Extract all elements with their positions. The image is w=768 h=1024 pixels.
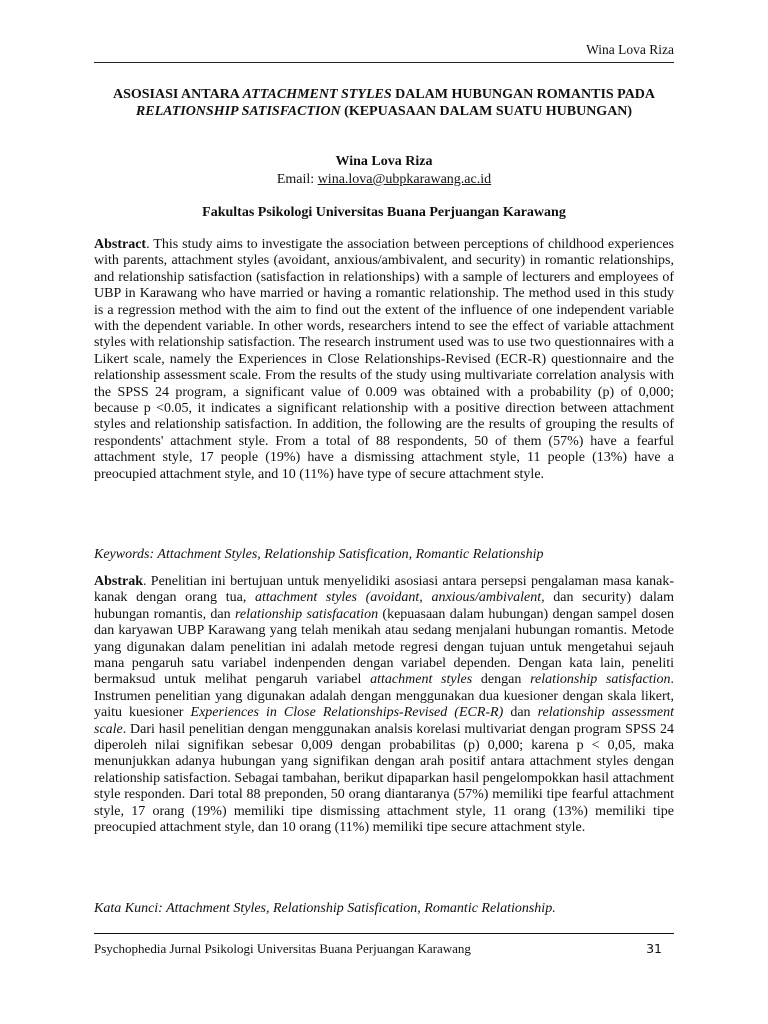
keywords: Keywords: Attachment Styles, Relationship Satisfication, Romantic Relationship	[94, 547, 544, 562]
author-affiliation: Fakultas Psikologi Universitas Buana Perjuangan Karawang	[202, 205, 566, 220]
abstract-label: Abstract	[94, 237, 147, 252]
abstrak-text-11: dan	[503, 705, 538, 721]
abstrak-text-13: . Dari hasil penelitian dengan menggunakan analsis korelasi multivariat dengan program SPSS 24 diperoleh nilai signifikan sebesar 0,009 dengan probabilitas (p) 0,000; karena p < 0,05, maka menunjukkan adanya hubungan yang signifikan dengan arah positif antara attachment styles dengan relationship satisfaction. Sebagai tambahan, berikut dipaparkan hasil pengelompokkan hasil attachment style responden. Dari total 88 preponden, 50 orang diantaranya (57%) memiliki tipe fearful attachment style, 17 orang (19%) memiliki tipe dismissing attachment style, 11 orang (13%) memiliki tipe preocupied attachment style, dan 10 orang (11%) memiliki tipe secure attachment style.	[94, 721, 674, 836]
running-head: Wina Lova Riza	[586, 42, 674, 57]
abstrak-label: Abstrak	[94, 574, 144, 589]
header-rule	[94, 62, 674, 63]
abstrak-text-8: relationship satisfaction	[530, 672, 671, 688]
abstrak-text-10: Experiences in Close Relationships-Revised (ECR-R)	[190, 705, 504, 721]
abstrak-text-12: relationship assessment scale	[94, 705, 675, 737]
abstrak-text-3: dan security) dalam hubungan romantis, dan	[94, 590, 674, 622]
abstract-english	[94, 237, 674, 483]
abstrak-text-9: . Instrumen penelitian yang digunakan adalah dengan menggunakan dua kuesioner dengan skala likert, yaitu kuesioner	[94, 672, 674, 721]
author-name: Wina Lova Riza	[335, 154, 433, 169]
email-link[interactable]: wina.lova@ubpkarawang.ac.id	[317, 172, 492, 187]
email-label: Email:	[276, 172, 318, 187]
page-footer	[94, 941, 674, 957]
abstrak-text-5: (kepuasaan dalam hubungan) dengan sampel dosen dan karyawan UBP Karawang yang telah menikah atau sedang menjalani hubungan romantis. Metode yang digunakan dalam penelitian ini adalah metode regresi dengan tujuan untuk mengetahui sejauh mana pengaruh satu variabel indenpenden dengan variabel dependen. Dengan kata lain, peneliti bermaksud untuk melihat pengaruh variabel	[94, 606, 675, 688]
author-email	[94, 172, 674, 188]
abstrak-text-7: dengan	[472, 672, 531, 688]
abstrak-text-2: attachment styles (avoidant, anxious/ambivalent,	[255, 590, 545, 606]
abstract-indonesian	[94, 574, 674, 837]
title-part-1: ASOSIASI ANTARA	[112, 87, 243, 102]
journal-name: Psychophedia Jurnal Psikologi Universitas Buana Perjuangan Karawang	[94, 941, 471, 956]
kata-kunci: Kata Kunci: Attachment Styles, Relationship Satisfication, Romantic Relationship.	[94, 901, 556, 916]
title-part-5: (KEPUASAAN DALAM SUATU HUBUNGAN)	[340, 104, 633, 119]
abstrak-text-6: attachment styles	[370, 672, 473, 688]
abstrak-text-1: . Penelitian ini bertujuan untuk menyelidiki asosiasi antara persepsi pengalaman masa kanak-kanak dengan orang tua,	[94, 574, 674, 606]
paper-title	[94, 86, 674, 120]
title-part-3: DALAM HUBUNGAN ROMANTIS PADA	[391, 87, 656, 102]
abstrak-text-4: relationship satisfacation	[235, 606, 379, 622]
title-part-4: RELATIONSHIP SATISFACTION	[135, 104, 341, 119]
abstract-text: . This study aims to investigate the association between perceptions of childhood experiences with parents, attachment styles (avoidant, anxious/ambivalent, and security) in romantic relationships, and relationship satisfaction (satisfaction in relationships) with a sample of lecturers and employees of UBP in Karawang who have married or having a romantic relationship. The method used in this study is a regression method with the aim to find out the extent of the influence of one independent variable with the dependent variable. In other words, researchers intend to see the effect of variable attachment styles with relationship satisfaction. The research instrument used was to use two questionnaires with a Likert scale, namely the Experiences in Close Relationships-Revised (ECR-R) questionnaire and the relationship assessment scale. From the results of the study using multivariate correlation analysis with the SPSS 24 program, a significant value of 0.009 was obtained with a probability (p) of 0,000; because p <0.05, it indicates a significant relationship with a positive direction between attachment styles and relationship satisfaction. In addition, the following are the results of grouping the results of respondents' attachment style. From a total of 88 respondents, 50 of them (57%) have a fearful attachment style, 17 people (19%) have a dismissing attachment style, 11 people (13%) have a preocupied attachment style, and 10 (11%) have type of secure attachment style.	[94, 237, 674, 482]
page-number: 31	[646, 941, 662, 956]
title-part-2: ATTACHMENT STYLES	[242, 87, 392, 102]
footer-rule	[94, 933, 674, 934]
